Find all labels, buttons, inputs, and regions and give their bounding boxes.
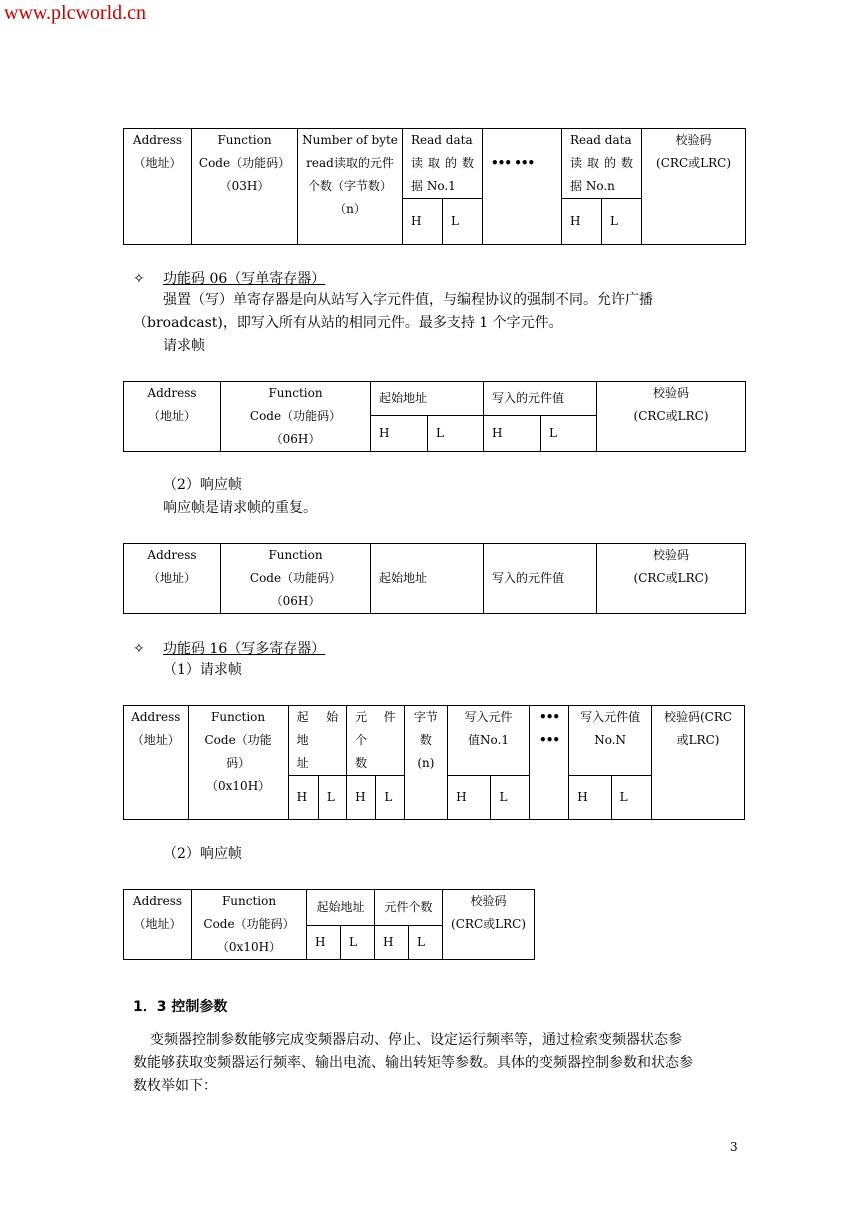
fc16-response-label: （2）响应帧 xyxy=(163,846,242,862)
high-byte-cell: H xyxy=(375,925,409,960)
crc-cell: 校验码 (CRC或LRC) xyxy=(443,890,535,960)
low-byte-cell: L xyxy=(376,776,404,820)
low-byte-cell: L xyxy=(541,416,597,452)
high-byte-cell: H xyxy=(484,416,541,452)
ellipsis-cell: ••• ••• xyxy=(529,706,568,820)
low-byte-cell: L xyxy=(428,416,484,452)
watermark: www.plcworld.cn xyxy=(4,2,147,24)
address-cell: Address （地址） xyxy=(124,129,192,245)
start-address-cell: 起始地址 xyxy=(371,382,484,416)
fc06-request-table xyxy=(123,381,746,452)
diamond-bullet-icon: ✧ xyxy=(133,641,145,657)
high-byte-cell: H xyxy=(307,925,341,960)
function-cell: Function Code（功能码） （06H） xyxy=(221,382,371,452)
low-byte-cell: L xyxy=(491,776,529,820)
low-byte-cell: L xyxy=(611,776,651,820)
write-value-1-cell: 写入元件 值No.1 xyxy=(448,706,530,776)
fc03-response-table xyxy=(123,128,746,245)
section-heading: 1．3 控制参数 xyxy=(133,999,228,1015)
diamond-bullet-icon: ✧ xyxy=(133,271,145,287)
ellipsis-cell: ••• ••• xyxy=(483,129,562,245)
high-byte-cell: H xyxy=(371,416,428,452)
section-para-line1: 变频器控制参数能够完成变频器启动、停止、设定运行频率等，通过检索变频器状态参 xyxy=(150,1032,682,1048)
register-count-cell: 元件个数 xyxy=(375,890,443,926)
fc06-title: ✧ 功能码 06（写单寄存器） xyxy=(133,271,326,287)
write-value-cell: 写入的元件值 xyxy=(484,382,597,416)
fc16-response-table xyxy=(123,889,535,960)
address-cell: Address （地址） xyxy=(124,382,221,452)
function-cell: Function Code（功能码） （06H） xyxy=(221,544,371,614)
byte-count-cell: 字节 数 (n) xyxy=(404,706,447,820)
function-cell: Function Code（功能 码） （0x10H） xyxy=(188,706,288,820)
crc-cell: 校验码(CRC 或LRC) xyxy=(652,706,745,820)
low-byte-cell: L xyxy=(318,776,346,820)
section-para-line3: 数枚举如下： xyxy=(133,1078,217,1094)
fc06-desc-line1: 强置（写）单寄存器是向从站写入字元件值，与编程协议的强制不同。允许广播 xyxy=(163,292,653,308)
start-address-cell: 起始地址 xyxy=(307,890,375,926)
register-count-cell: 元 件 个 数 xyxy=(347,706,405,776)
page-number: 3 xyxy=(730,1140,738,1154)
write-value-cell: 写入的元件值 xyxy=(484,544,597,614)
low-byte-cell: L xyxy=(443,199,483,245)
fc06-response-label: （2）响应帧 xyxy=(163,477,242,493)
fc16-title: ✧ 功能码 16（写多寄存器） xyxy=(133,641,326,657)
fc06-desc-line2: （broadcast)，即写入所有从站的相同元件。最多支持 1 个字元件。 xyxy=(133,315,563,331)
write-value-n-cell: 写入元件值 No.N xyxy=(569,706,652,776)
function-cell: Function Code（功能码） （03H） xyxy=(192,129,298,245)
read-data-1-cell: Read data 读 取 的 数 据 No.1 xyxy=(403,129,483,199)
address-cell: Address （地址） xyxy=(124,706,189,820)
address-cell: Address （地址） xyxy=(124,890,192,960)
high-byte-cell: H xyxy=(448,776,491,820)
fc06-response-desc: 响应帧是请求帧的重复。 xyxy=(163,500,317,516)
fc06-response-table xyxy=(123,543,746,614)
high-byte-cell: H xyxy=(347,776,376,820)
fc16-request-table xyxy=(123,705,745,820)
low-byte-cell: L xyxy=(409,925,443,960)
crc-cell: 校验码 (CRC或LRC) xyxy=(597,382,746,452)
high-byte-cell: H xyxy=(288,776,318,820)
high-byte-cell: H xyxy=(562,199,602,245)
fc16-request-label: （1）请求帧 xyxy=(163,662,242,678)
low-byte-cell: L xyxy=(602,199,642,245)
high-byte-cell: H xyxy=(569,776,611,820)
high-byte-cell: H xyxy=(403,199,443,245)
fc06-request-label: 请求帧 xyxy=(163,338,205,354)
address-cell: Address （地址） xyxy=(124,544,221,614)
start-address-cell: 起 始 地 址 xyxy=(288,706,347,776)
low-byte-cell: L xyxy=(341,925,375,960)
crc-cell: 校验码 (CRC或LRC) xyxy=(642,129,746,245)
start-address-cell: 起始地址 xyxy=(371,544,484,614)
section-para-line2: 数能够获取变频器运行频率、输出电流、输出转矩等参数。具体的变频器控制参数和状态参 xyxy=(133,1055,693,1071)
read-data-n-cell: Read data 读 取 的 数 据 No.n xyxy=(562,129,642,199)
function-cell: Function Code（功能码） （0x10H） xyxy=(192,890,307,960)
byte-count-cell: Number of byte read读取的元件 个数（字节数） （n） xyxy=(298,129,403,245)
crc-cell: 校验码 (CRC或LRC) xyxy=(597,544,746,614)
